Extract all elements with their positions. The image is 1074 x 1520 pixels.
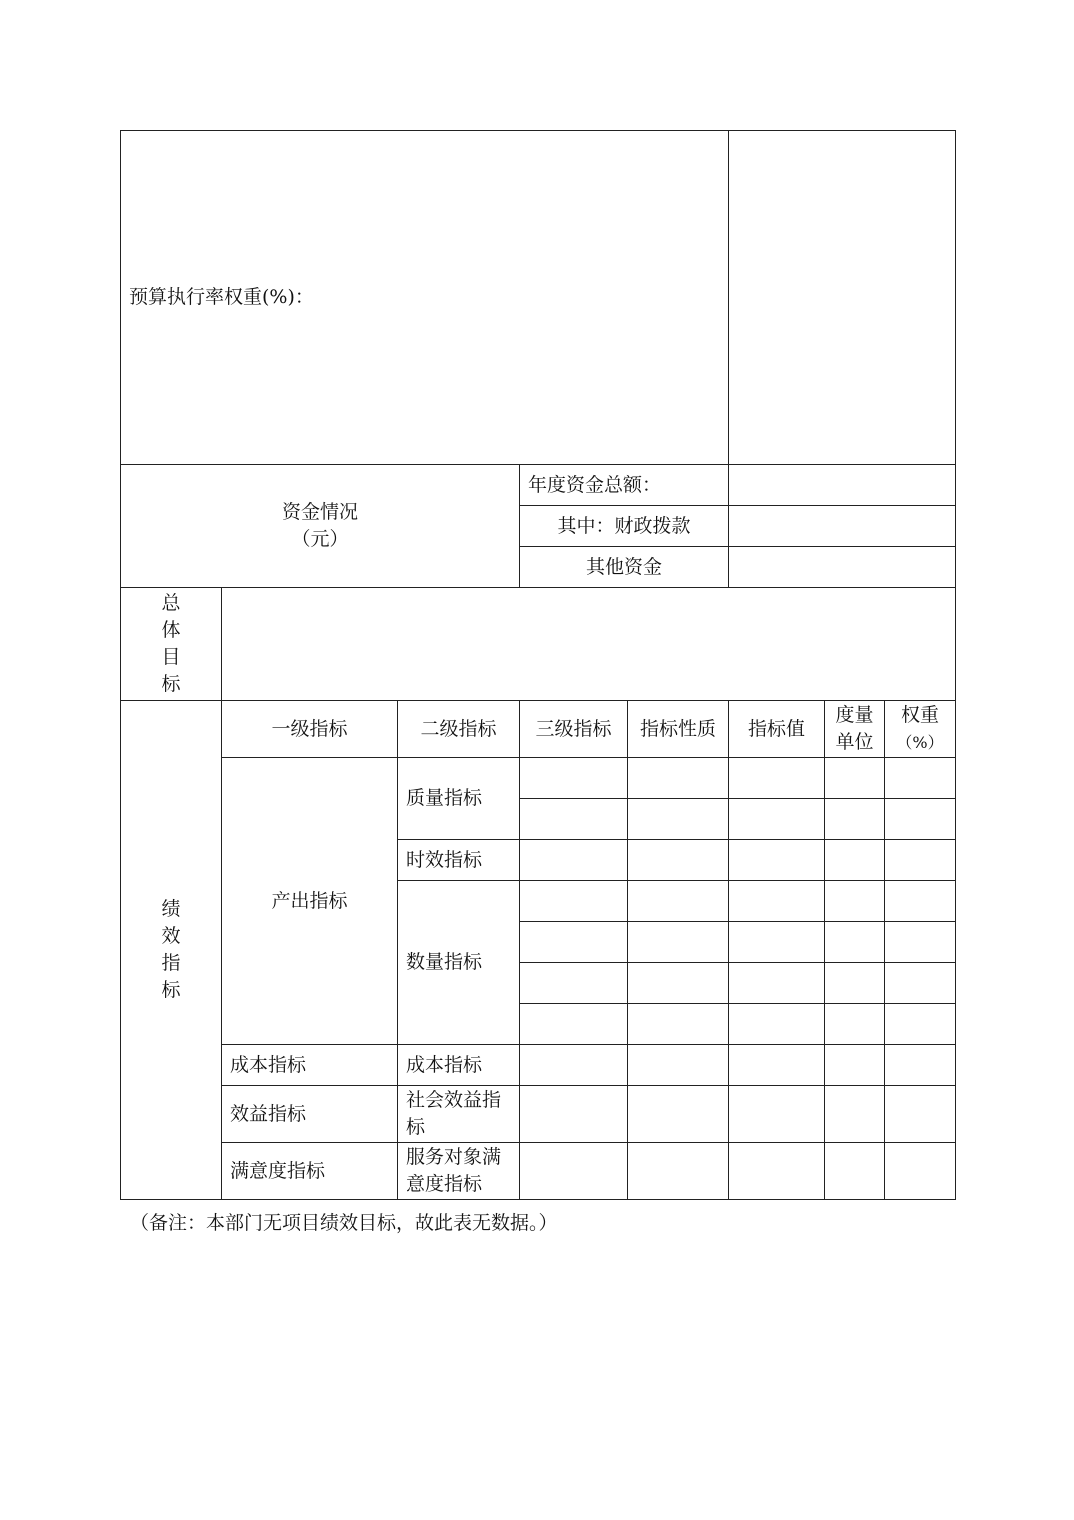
overall-goal-char: 标 — [161, 673, 181, 695]
header-unit-line: 单位 — [835, 731, 874, 753]
data-cell — [825, 1045, 885, 1086]
overall-goal-char: 总 — [161, 592, 181, 614]
cost-level2: 成本指标 — [398, 1045, 520, 1086]
funding-fiscal-label: 其中：财政拨款 — [520, 506, 729, 547]
data-cell — [628, 963, 729, 1004]
satisfaction-level1: 满意度指标 — [222, 1143, 398, 1200]
data-cell — [520, 758, 628, 799]
data-cell — [885, 840, 956, 881]
benefit-level1: 效益指标 — [222, 1086, 398, 1143]
data-cell — [520, 799, 628, 840]
overall-goal-char: 目 — [161, 646, 181, 668]
data-cell — [520, 963, 628, 1004]
performance-target-form — [120, 130, 956, 1200]
performance-char: 绩 — [161, 898, 181, 920]
header-weight-line: （%） — [896, 733, 944, 752]
data-cell — [520, 1045, 628, 1086]
data-cell — [729, 758, 825, 799]
data-cell — [885, 1143, 956, 1200]
header-unit — [825, 701, 885, 758]
benefit-level2-line: 标 — [406, 1116, 426, 1138]
quantity-label: 数量指标 — [398, 881, 520, 1045]
data-cell — [729, 963, 825, 1004]
data-cell — [628, 1143, 729, 1200]
header-value: 指标值 — [729, 701, 825, 758]
data-cell — [825, 840, 885, 881]
data-cell — [885, 758, 956, 799]
budget-weight-label: 预算执行率权重(%)： — [129, 286, 314, 308]
data-cell — [825, 1143, 885, 1200]
data-cell — [520, 922, 628, 963]
performance-char: 指 — [161, 952, 181, 974]
header-level2: 二级指标 — [398, 701, 520, 758]
overall-goal-content — [222, 588, 956, 701]
data-cell — [885, 1004, 956, 1045]
data-cell — [825, 1086, 885, 1143]
data-cell — [520, 1143, 628, 1200]
data-cell — [885, 1045, 956, 1086]
timeliness-label: 时效指标 — [398, 840, 520, 881]
satisfaction-level2-line: 服务对象满 — [406, 1146, 502, 1168]
header-level1: 一级指标 — [222, 701, 398, 758]
header-unit-line: 度量 — [835, 704, 874, 726]
data-cell — [628, 922, 729, 963]
funding-label: 资金情况 — [281, 501, 358, 523]
satisfaction-level2-line: 意度指标 — [406, 1173, 483, 1195]
data-cell — [825, 799, 885, 840]
data-cell — [520, 881, 628, 922]
data-cell — [729, 922, 825, 963]
data-cell — [885, 1086, 956, 1143]
data-cell — [729, 1143, 825, 1200]
funding-label-cell — [121, 465, 520, 588]
data-cell — [628, 881, 729, 922]
data-cell — [885, 799, 956, 840]
budget-weight-value-cell — [729, 131, 956, 465]
data-cell — [729, 840, 825, 881]
data-cell — [729, 881, 825, 922]
output-label: 产出指标 — [222, 758, 398, 1045]
data-cell — [628, 799, 729, 840]
header-weight — [885, 701, 956, 758]
header-level3: 三级指标 — [520, 701, 628, 758]
footnote: （备注：本部门无项目绩效目标，故此表无数据。） — [130, 1212, 558, 1234]
performance-char: 效 — [161, 925, 181, 947]
data-cell — [825, 1004, 885, 1045]
header-weight-line: 权重 — [901, 704, 940, 726]
funding-other-value — [729, 547, 956, 588]
data-cell — [729, 799, 825, 840]
funding-total-label: 年度资金总额： — [520, 465, 729, 506]
data-cell — [729, 1045, 825, 1086]
data-cell — [628, 1086, 729, 1143]
form-table — [120, 130, 956, 1200]
funding-other-label: 其他资金 — [520, 547, 729, 588]
benefit-level2-line: 社会效益指 — [406, 1089, 502, 1111]
data-cell — [520, 1004, 628, 1045]
header-nature: 指标性质 — [628, 701, 729, 758]
data-cell — [885, 963, 956, 1004]
data-cell — [885, 881, 956, 922]
quality-label: 质量指标 — [398, 758, 520, 840]
data-cell — [825, 758, 885, 799]
data-cell — [825, 881, 885, 922]
satisfaction-level2 — [398, 1143, 520, 1200]
data-cell — [520, 1086, 628, 1143]
benefit-level2 — [398, 1086, 520, 1143]
overall-goal-label — [121, 588, 222, 701]
funding-fiscal-value — [729, 506, 956, 547]
funding-unit: （元） — [291, 528, 349, 550]
data-cell — [729, 1086, 825, 1143]
performance-label — [121, 701, 222, 1200]
data-cell — [885, 922, 956, 963]
data-cell — [825, 922, 885, 963]
cost-level1: 成本指标 — [222, 1045, 398, 1086]
budget-weight-cell — [121, 131, 729, 465]
data-cell — [628, 758, 729, 799]
data-cell — [628, 1004, 729, 1045]
data-cell — [628, 1045, 729, 1086]
funding-total-value — [729, 465, 956, 506]
data-cell — [729, 1004, 825, 1045]
overall-goal-char: 体 — [161, 619, 181, 641]
data-cell — [628, 840, 729, 881]
performance-char: 标 — [161, 979, 181, 1001]
data-cell — [825, 963, 885, 1004]
data-cell — [520, 840, 628, 881]
